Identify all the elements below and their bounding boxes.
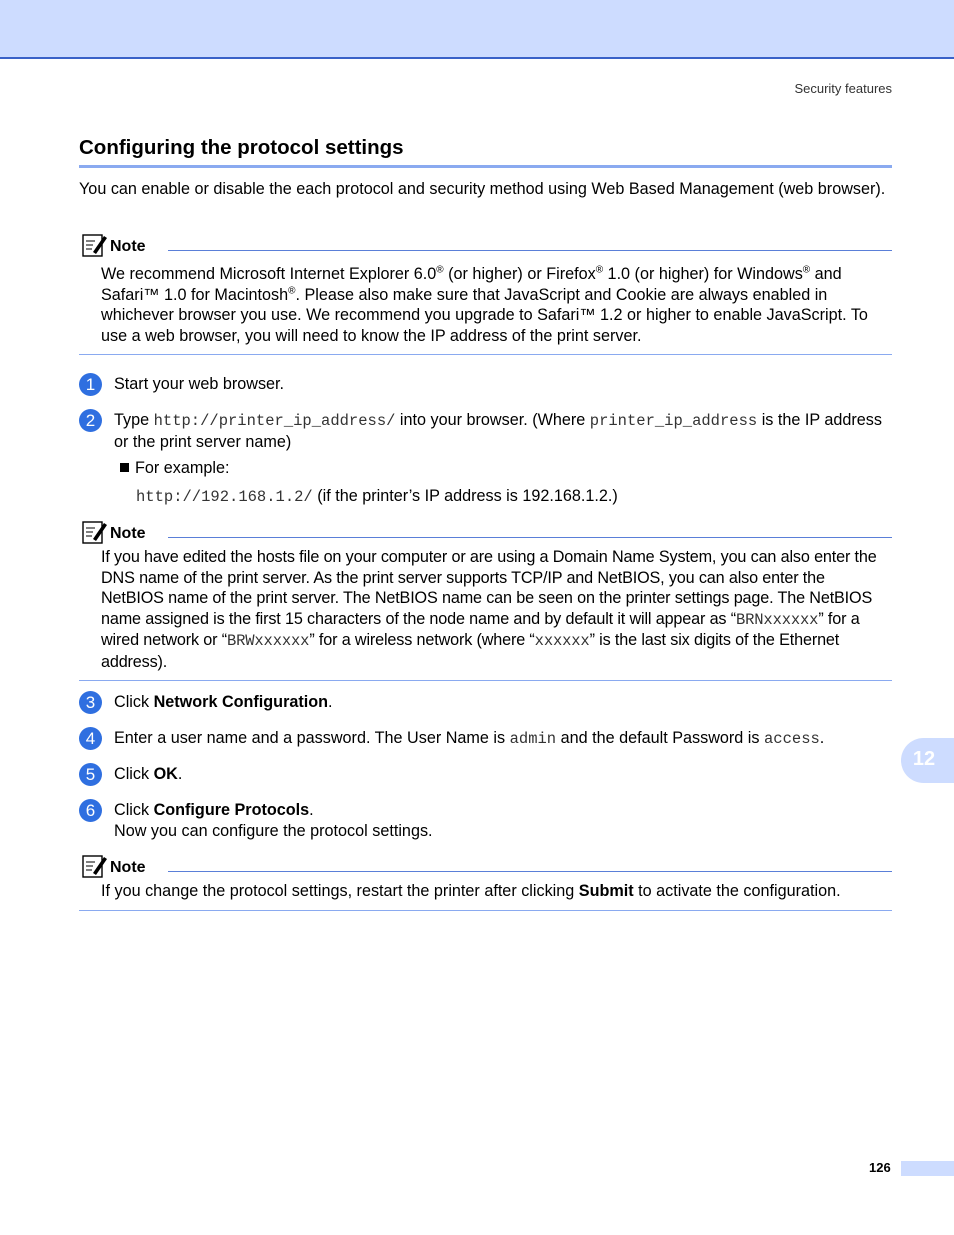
step-text: Type http://printer_ip_address/ into your browser. (Where printer_ip_address is the IP address or the print server name) xyxy=(114,411,882,451)
example-line: http://192.168.1.2/ (if the printer’s IP address is 192.168.1.2.) xyxy=(136,487,618,506)
step-1 xyxy=(79,373,892,395)
step-6 xyxy=(79,799,892,841)
step-text: Click Configure Protocols. Now you can configure the protocol settings. xyxy=(114,801,433,840)
note-text: We recommend Microsoft Internet Explorer 6.0® (or higher) or Firefox® 1.0 (or higher) for Windows® and Safari™ 1.0 for Macintosh®. Please also make sure that JavaScript and Cookie are always enabled in whichever browser you use. We recommend you upgrade to Safari™ 1.2 or higher to enable JavaScript. To use a web browser, you will need to know the IP address of the print server. xyxy=(101,264,868,345)
step-number: 6 xyxy=(79,799,102,822)
note-pencil-icon xyxy=(81,853,107,879)
page-heading: Configuring the protocol settings xyxy=(79,136,404,159)
step-text: Enter a user name and a password. The User Name is admin and the default Password is access. xyxy=(114,729,825,748)
note-pencil-icon xyxy=(81,232,107,258)
page-tab xyxy=(901,1161,954,1176)
step-2 xyxy=(79,409,892,452)
note-divider xyxy=(79,354,892,355)
page-number: 126 xyxy=(869,1160,891,1175)
step-text: Click OK. xyxy=(114,765,183,783)
section-title: Security features xyxy=(794,81,892,96)
note-block-3 xyxy=(79,853,892,911)
note-label: Note xyxy=(110,859,146,876)
heading-rule xyxy=(79,165,892,168)
step-number: 1 xyxy=(79,373,102,396)
square-bullet-icon xyxy=(120,463,129,472)
header-band xyxy=(0,0,954,59)
note-pencil-icon xyxy=(81,519,107,545)
note-rule xyxy=(168,871,892,872)
intro-paragraph: You can enable or disable the each protocol and security method using Web Based Management (web browser). xyxy=(79,180,886,198)
step-text: Click Network Configuration. xyxy=(114,693,333,711)
step-4 xyxy=(79,727,892,750)
note-rule xyxy=(168,250,892,251)
note-text: If you have edited the hosts file on your computer or are using a Domain Name System, you can also enter the DNS name of the print server. As the print server supports TCP/IP and NetBIOS, you can also enter the NetBIOS name of the print server. The NetBIOS name can be seen on the printer settings page. The NetBIOS name assigned is the first 15 characters of the node name and by default it will appear as “BRNxxxxxx” for a wired network or “BRWxxxxxx” for a wireless network (where “xxxxxx” is the last six digits of the Ethernet address). xyxy=(101,548,877,671)
step-5 xyxy=(79,763,892,785)
step-number: 3 xyxy=(79,691,102,714)
note-block-2 xyxy=(79,519,892,681)
note-divider xyxy=(79,910,892,911)
chapter-tab xyxy=(901,738,954,783)
step-number: 4 xyxy=(79,727,102,750)
step-text: Start your web browser. xyxy=(114,375,285,393)
note-label: Note xyxy=(110,238,146,255)
example-bullet: For example: xyxy=(120,458,229,479)
note-divider xyxy=(79,680,892,681)
chapter-number: 12 xyxy=(912,748,936,770)
note-block-1 xyxy=(79,232,892,355)
step-number: 2 xyxy=(79,409,102,432)
step-number: 5 xyxy=(79,763,102,786)
note-rule xyxy=(168,537,892,538)
note-label: Note xyxy=(110,525,146,542)
step-3 xyxy=(79,691,892,713)
note-text: If you change the protocol settings, restart the printer after clicking Submit to activate the configuration. xyxy=(101,882,841,900)
